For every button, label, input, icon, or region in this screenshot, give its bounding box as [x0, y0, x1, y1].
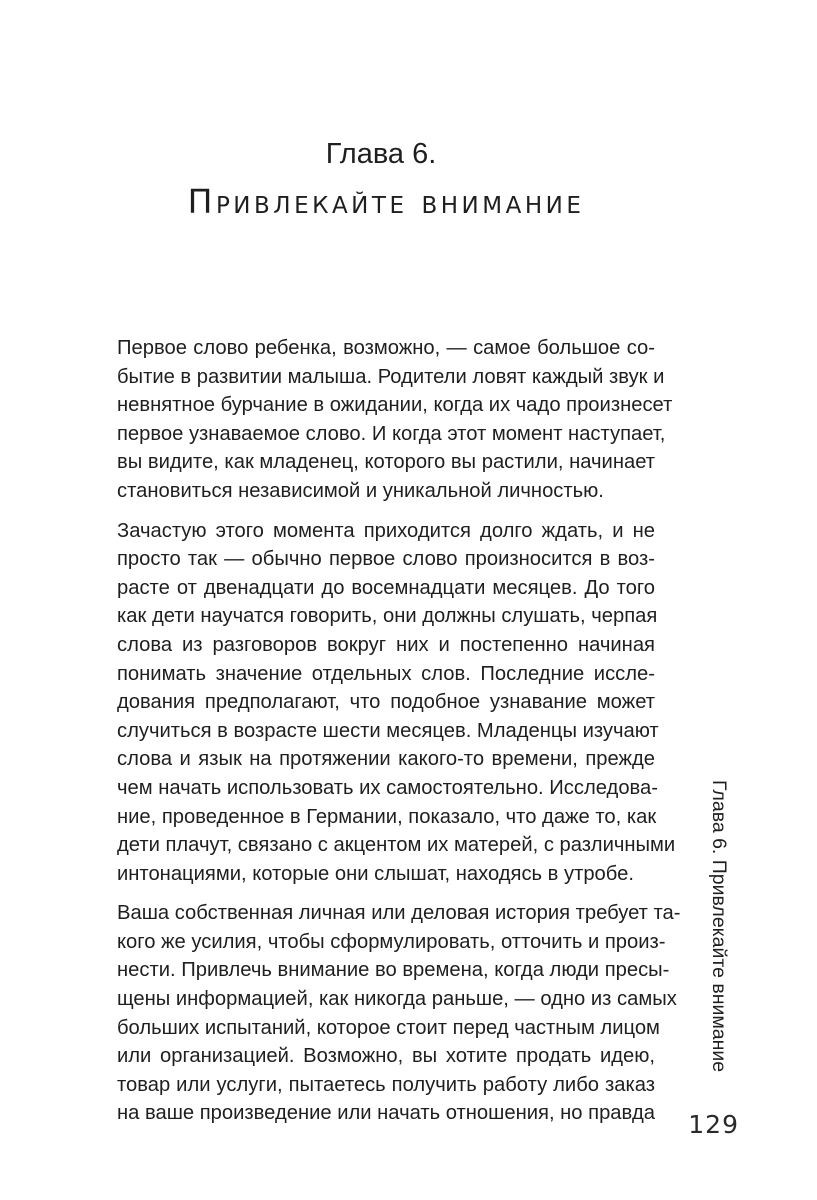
text-line: кого же усилия, чтобы сформулировать, отточить и произ-	[117, 930, 666, 953]
text-line: расте от двенадцати до восемнадцати месяцев. До того	[117, 576, 655, 599]
text-line: Первое слово ребенка, возможно, — самое большое со-	[117, 337, 655, 359]
text-line: понимать значение отдельных слов. Последние иссле-	[117, 662, 655, 685]
text-line: нести. Привлечь внимание во времена, когда люди пресы-	[117, 959, 670, 982]
body-text	[117, 334, 681, 1139]
text-line: случиться в возрасте шести месяцев. Младенцы изучают	[117, 719, 659, 742]
paragraph	[117, 517, 676, 889]
text-line: или организацией. Возможно, вы хотите продать идею,	[117, 1045, 655, 1068]
text-line: на ваше произведение или начать отношения, но правда	[117, 1102, 656, 1125]
text-line: дования предполагают, что подобное узнавание может	[117, 691, 655, 714]
text-line: просто так — обычно первое слово произносится в воз-	[117, 548, 655, 571]
text-line: Ваша собственная личная или деловая история требует та-	[117, 902, 681, 925]
page-number: 129	[688, 1110, 739, 1139]
chapter-label: Глава 6.	[325, 138, 437, 170]
paragraph	[117, 899, 681, 1128]
running-head: Глава 6. Привлекайте внимание	[708, 780, 730, 1073]
text-line: как дети научатся говорить, они должны слушать, черпая	[117, 605, 658, 628]
text-line: товар или услуги, пытаетесь получить работу либо заказ	[117, 1073, 655, 1096]
text-line: Зачастую этого момента приходится долго ждать, и не	[117, 519, 655, 542]
text-line: слова из разговоров вокруг них и постепенно начиная	[117, 633, 655, 656]
text-line: становиться независимой и уникальной личностью.	[117, 479, 604, 502]
text-line: чем начать использовать их самостоятельно. Исследова-	[117, 776, 658, 799]
text-line: первое узнаваемое слово. И когда этот момент наступает,	[117, 422, 666, 445]
text-line: слова и язык на протяжении какого-то времени, прежде	[117, 748, 655, 771]
text-line: ние, проведенное в Германии, показало, что даже то, как	[117, 805, 657, 828]
text-line: невнятное бурчание в ожидании, когда их чадо произнесет	[117, 394, 673, 417]
text-line: щены информацией, как никогда раньше, — одно из самых	[117, 988, 677, 1011]
text-line: вы видите, как младенец, которого вы растили, начинает	[117, 451, 655, 474]
text-line: интонациями, которые они слышат, находясь в утробе.	[117, 862, 634, 885]
text-line: бытие в развитии малыша. Родители ловят каждый звук и	[117, 365, 665, 388]
text-line: больших испытаний, которое стоит перед частным лицом	[117, 1016, 660, 1039]
text-line: дети плачут, связано с акцентом их матерей, с различными	[117, 834, 676, 857]
paragraph	[117, 334, 673, 506]
chapter-title: Привлекайте внимание	[187, 182, 585, 221]
